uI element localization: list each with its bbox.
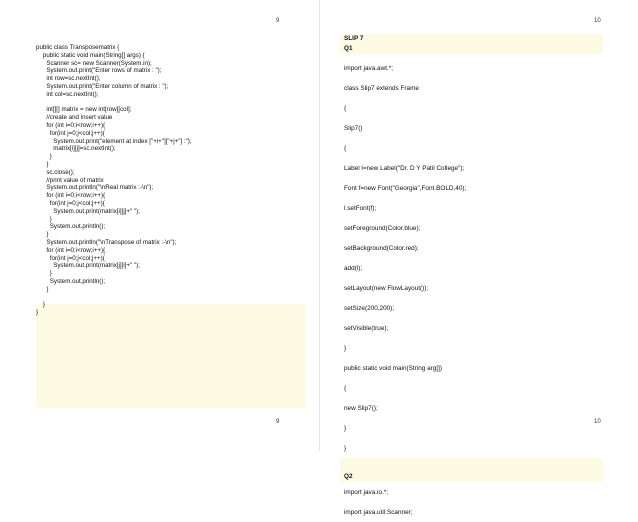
code-listing [36,44,306,317]
code-line [36,294,306,302]
code-line: } [36,309,39,317]
code-line: for(int j=0;j<col;j++){ [36,199,105,207]
slip-line: new Slip7(); [344,404,378,412]
code-line: System.out.println(); [36,277,106,285]
code-line: } [36,153,52,161]
code-line: System.out.print(matrix[j][i]+" "); [36,262,140,270]
slip-line: setVisible(true); [344,324,389,332]
code-line [36,99,306,107]
code-line: System.out.print(matrix[i][j]+" "); [36,207,140,215]
slip-line: Label l=new Label("Dr. D Y Patil College"); [344,164,465,172]
page-number-top: 10 [594,18,601,24]
code-line: for(int j=0;j<col;j++){ [36,254,105,262]
slip-listing [340,34,603,522]
page-number-bottom: 9 [276,419,280,425]
slip-line: } [344,444,347,452]
code-line: System.out.println("\nReal matrix :-\n"); [36,184,154,192]
slip-line: import java.awt.*; [344,64,394,72]
slip-line: add(l); [344,264,363,272]
highlight-band [36,304,306,408]
slip-line: Q2 [340,470,603,482]
slip-line: setForeground(Color.blue); [344,224,421,232]
code-line: for (int i=0;i<row;i++){ [36,246,106,254]
code-line: int[][] matrix = new int[row][col]; [36,106,132,114]
code-line: System.out.print("Enter column of matrix : "); [36,82,169,90]
slip-line: } [344,424,347,432]
code-line: for (int i=0;i<row;i++){ [36,121,106,129]
code-line: } [36,285,49,293]
slip-line: setLayout(new FlowLayout()); [344,284,429,292]
code-line: } [36,231,49,239]
code-line: for (int i=0;i<row;i++){ [36,192,106,200]
code-line: Scanner sc= new Scanner(System.in); [36,59,152,67]
slip-line: } [344,344,347,352]
slip-line: setBackground(Color.red); [344,244,419,252]
code-line: } [36,301,45,309]
code-line: int col=sc.nextInt(); [36,90,99,98]
code-line: System.out.print("element at index ["+i+"]["+j+"] :"); [36,137,192,145]
slip-line: l.setFont(f); [344,204,377,212]
slip-line: public static void main(String arg[]) [344,364,443,372]
slip-line: Font f=new Font("Georgia",Font.BOLD,40); [344,184,467,192]
code-line: } [36,270,52,278]
slip-line: import java.io.*; [344,488,389,496]
code-line: matrix[i][j]=sc.nextInt(); [36,145,116,153]
code-line: System.out.print("Enter rows of matrix : "); [36,67,162,75]
code-line: } [36,215,52,223]
slip-line [340,458,603,470]
slip-line: Q1 [340,43,603,54]
slip-line: import java.util.Scanner; [344,508,413,516]
code-line: public class Transposematrix { [36,44,120,51]
code-line: System.out.println("\nTranspose of matrix :-\n"); [36,238,177,246]
slip-line: class Slip7 extends Frame [344,84,419,92]
code-line: } [36,160,49,168]
code-line: sc.close(); [36,168,75,176]
code-line: int row=sc.nextInt(); [36,75,101,83]
slip-line: { [344,104,347,112]
slip-line: SLIP 7 [340,34,603,43]
slip-line: { [344,144,347,152]
code-line: public static void main(String[] args) { [36,51,145,59]
code-line: //create and insert value [36,114,113,122]
slip-line: setSize(200,200); [344,304,395,312]
code-line: //print value of matrix [36,176,104,184]
code-line: for(int j=0;j<col;j++){ [36,129,105,137]
page-number-top: 9 [276,18,280,24]
page-number-bottom: 10 [594,419,601,425]
left-page [0,0,319,451]
slip-line: Slip7() [344,124,363,132]
code-line: System.out.println(); [36,223,106,231]
slip-line: { [344,384,347,392]
